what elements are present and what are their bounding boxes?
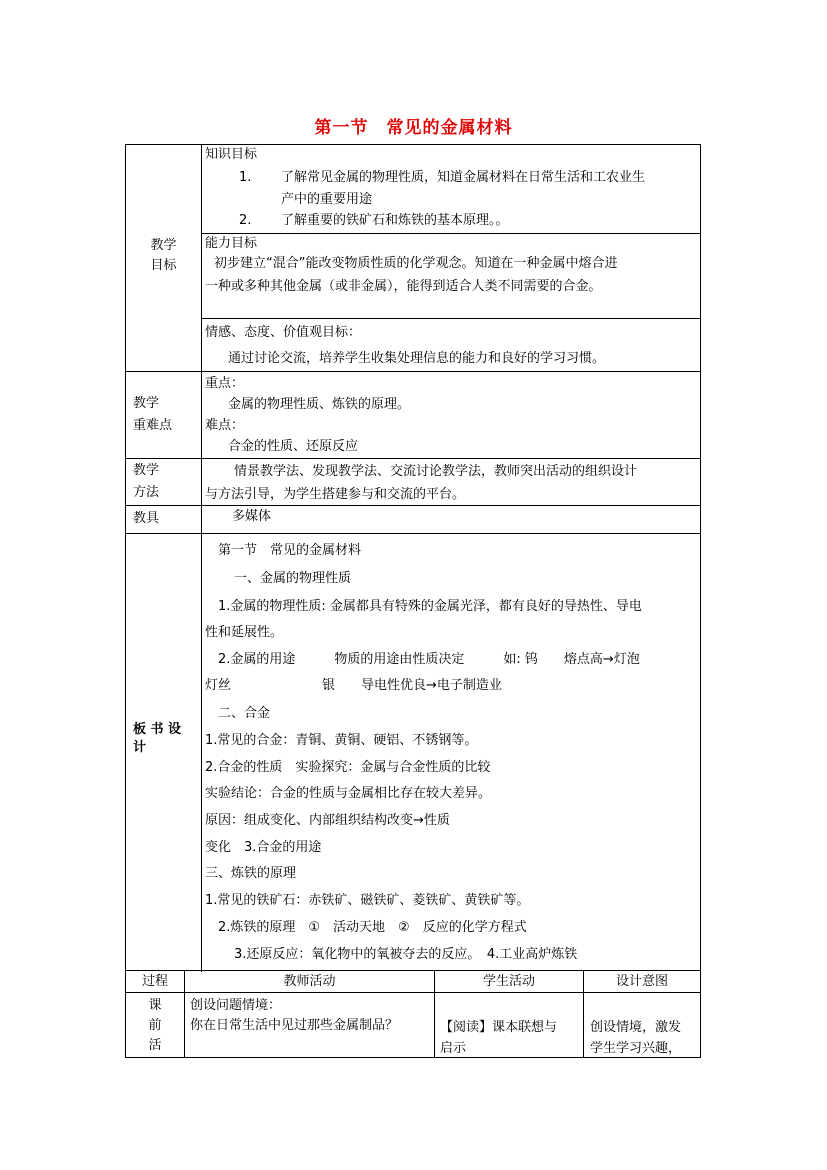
board-line: 原因：组成变化、内部组织结构改变→性质: [205, 813, 450, 828]
row-divider: [125, 992, 701, 993]
keypoints-label-line: 重难点: [133, 418, 173, 433]
row-divider: [125, 371, 701, 372]
keypoints-label: [133, 396, 172, 434]
label-column-divider: [201, 144, 202, 972]
goals-label: [126, 238, 201, 274]
header-process: 过程: [141, 974, 168, 989]
board-label-line: 板 书 设: [133, 722, 182, 737]
row-divider: [125, 458, 701, 459]
board-line: 2.合金的性质 实验探究：金属与合金性质的比较: [205, 760, 491, 775]
row-divider: [125, 505, 701, 506]
ability-text: 初步建立“混合”能改变物质性质的化学观念。知道在一种金属中熔合进: [214, 256, 618, 271]
page-title: 第一节 常见的金属材料: [314, 118, 513, 138]
method-label-line: 教学: [133, 463, 160, 478]
difficulty-heading: 难点：: [205, 418, 245, 433]
board-line: 2.金属的用途 物质的用途由性质决定 如: 钨 熔点高→灯泡: [218, 652, 640, 667]
emotion-heading: 情感、态度、价值观目标：: [205, 325, 362, 340]
table-border-left: [125, 144, 126, 1058]
board-line: 实验结论：合金的性质与金属相比存在较大差异。: [205, 786, 492, 801]
stage-char: 课: [148, 998, 162, 1013]
board-line: 第一节 常见的金属材料: [218, 543, 362, 558]
row-divider: [201, 233, 701, 234]
ability-heading: 能力目标: [205, 236, 258, 251]
table-border-top: [125, 144, 701, 145]
method-label: [133, 463, 159, 501]
design-intent-line: 创设情境，激发: [590, 1020, 682, 1035]
difficulty-text: 合金的性质、还原反应: [228, 439, 359, 454]
method-text: 情景教学法、发现教学法、交流讨论教学法，教师突出活动的组织设计: [234, 464, 638, 479]
teacher-activity-cell: [190, 996, 398, 1036]
board-line: 2.炼铁的原理 ① 活动天地 ② 反应的化学方程式: [218, 920, 527, 935]
board-line: 变化 3.合金的用途: [205, 840, 322, 855]
board-line: 1.常见的合金：青铜、黄铜、硬铝、不锈钢等。: [205, 733, 478, 748]
header-student-activity: 学生活动: [482, 974, 535, 989]
focus-text: 金属的物理性质、炼铁的原理。: [228, 397, 411, 412]
tools-text: 多媒体: [232, 509, 272, 524]
row-divider: [125, 970, 701, 971]
header-design-intent: 设计意图: [615, 974, 668, 989]
board-line: 1.常见的铁矿石：赤铁矿、磁铁矿、菱铁矿、黄铁矿等。: [205, 893, 530, 908]
stage-char: 活: [148, 1038, 162, 1053]
board-line: 一、金属的物理性质: [234, 571, 352, 586]
board-line: 3.还原反应：氧化物中的氧被夺去的反应。 4.工业高炉炼铁: [234, 947, 578, 962]
knowledge-item-number: 2.: [239, 213, 252, 228]
board-line: 三、炼铁的原理: [205, 866, 297, 881]
row-divider: [201, 318, 701, 319]
ability-text: 一种或多种其他金属（或非金属），能得到适合人类不同需要的合金。: [205, 279, 602, 294]
method-text: 与方法引导，为学生搭建参与和交流的平台。: [205, 487, 466, 502]
board-label-line: 计: [133, 740, 147, 755]
student-activity-line: 【阅读】课本联想与: [440, 1020, 558, 1035]
stage-char: 前: [148, 1018, 162, 1033]
goals-label-line: 目标: [150, 258, 177, 273]
goals-label-line: 教学: [150, 238, 177, 253]
board-label: [133, 722, 181, 756]
focus-heading: 重点：: [205, 376, 245, 391]
knowledge-item-text: 了解重要的铁矿石和炼铁的基本原理。。: [281, 213, 509, 228]
keypoints-label-line: 教学: [133, 396, 160, 411]
knowledge-heading: 知识目标: [205, 147, 258, 162]
tools-label: 教具: [133, 511, 160, 526]
student-activity-cell: [440, 1017, 557, 1059]
board-line: 性和延展性。: [205, 625, 284, 640]
design-intent-cell: [590, 1017, 681, 1059]
knowledge-item-text: 产中的重要用途: [281, 192, 373, 207]
row-divider: [125, 533, 701, 534]
board-line: 灯丝 银 导电性优良→电子制造业: [205, 678, 502, 693]
board-line: 1.金属的物理性质: 金属都具有特殊的金属光泽，都有良好的导热性、导电: [218, 599, 642, 614]
teacher-activity-line: 创设问题情境：: [190, 998, 282, 1013]
student-activity-line: 启示: [440, 1041, 467, 1056]
header-teacher-activity: 教师活动: [283, 974, 336, 989]
table-border-right: [700, 144, 701, 1058]
design-intent-line: 学生学习兴趣，: [590, 1041, 682, 1056]
knowledge-item-number: 1.: [239, 170, 252, 185]
emotion-text: 通过讨论交流，培养学生收集处理信息的能力和良好的学习习惯。: [228, 351, 606, 366]
method-label-line: 方法: [133, 485, 160, 500]
teacher-activity-line: 你在日常生活中见过那些金属制品？: [190, 1018, 399, 1033]
stage-cell: [126, 996, 184, 1056]
knowledge-item-text: 了解常见金属的物理性质，知道金属材料在日常生活和工农业生: [281, 170, 646, 185]
board-line: 二、合金: [218, 706, 271, 721]
